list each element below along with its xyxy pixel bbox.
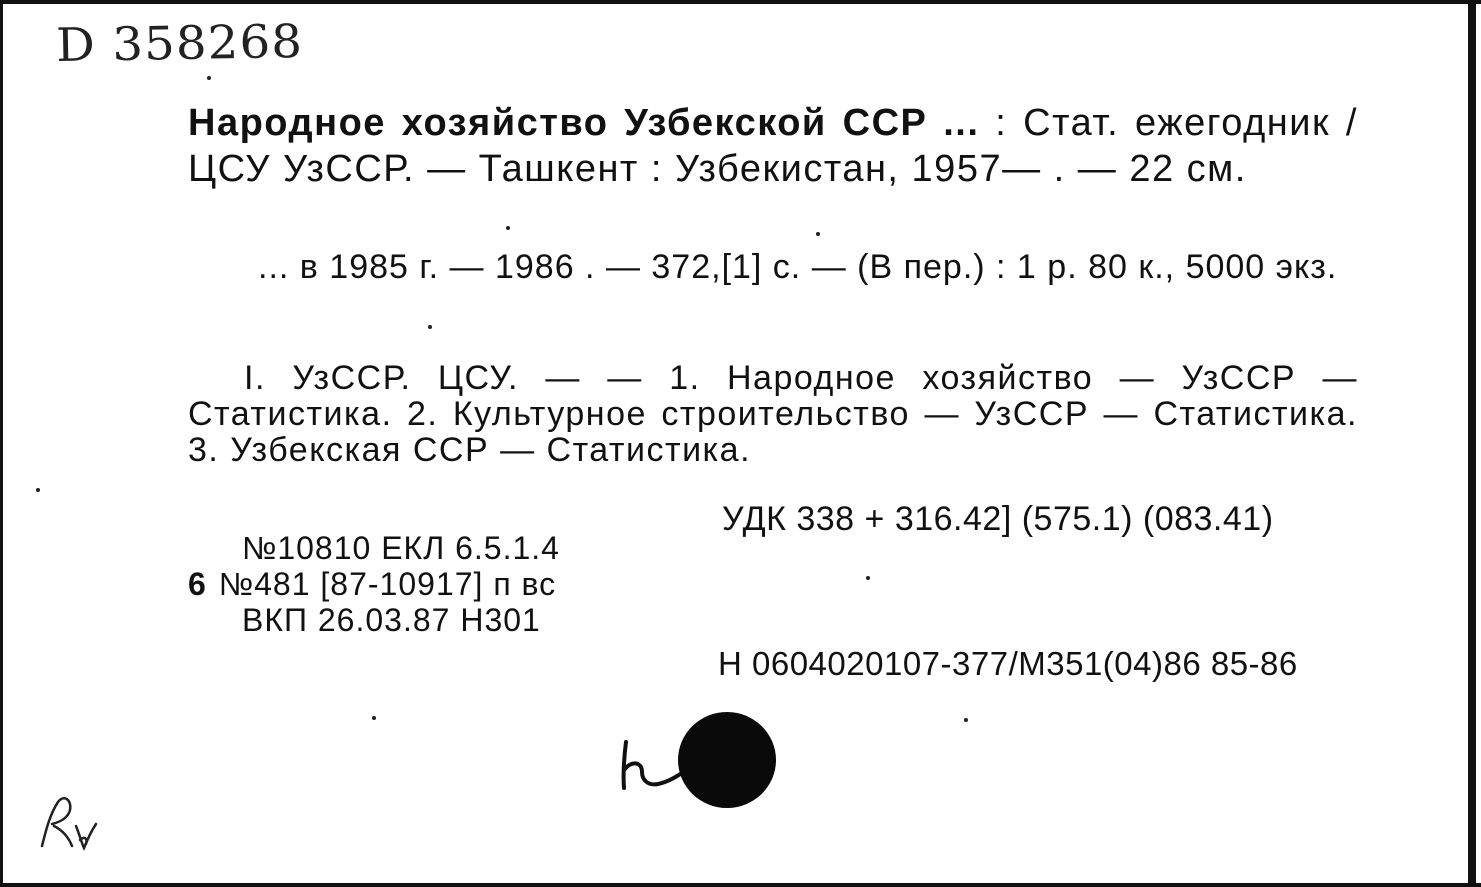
speck-mark	[372, 716, 376, 720]
speck-mark	[506, 226, 510, 230]
udk-classification: УДК 338 + 316.42] (575.1) (083.41)	[722, 500, 1274, 538]
isbn-code: Н 0604020107-377/М351(04)86 85-86	[718, 645, 1298, 682]
speck-mark	[816, 232, 820, 236]
speck-mark	[964, 718, 968, 722]
black-dot-stamp	[678, 712, 776, 808]
subject-headings: I. УзССР. ЦСУ. — — 1. Народное хозяйство — УзССР — Статистика. 2. Культурное строительство — УзССР — Статистика. 3. Узбекская ССР — Статистика.	[188, 359, 1358, 469]
registration-line-2-text: №481 [87-10917] п вс	[218, 566, 557, 602]
registration-block	[188, 530, 560, 638]
title-statement	[188, 100, 1358, 192]
handwritten-call-number: D 358268	[55, 13, 304, 73]
registration-prefix: 6	[188, 566, 207, 602]
title-rest: : Стат. ежегодник / ЦСУ УзССР. — Ташкент : Узбекистан, 1957— . — 22 см.	[188, 102, 1358, 190]
registration-line-1: №10810 ЕКЛ 6.5.1.4	[242, 530, 560, 566]
speck-mark	[207, 76, 211, 80]
card-border-right	[1468, 0, 1476, 887]
speck-mark	[36, 488, 40, 492]
registration-line-3: ВКП 26.03.87 Н301	[242, 602, 541, 638]
registration-line-2	[188, 566, 560, 602]
card-border-left	[0, 0, 3, 887]
card-border-bottom	[0, 883, 1481, 887]
speck-mark	[428, 325, 432, 329]
handwritten-initials-icon	[36, 796, 100, 852]
card-border-top	[0, 0, 1481, 4]
title-main: Народное хозяйство Узбекской ССР ...	[188, 102, 980, 144]
edition-statement: ... в 1985 г. — 1986 . — 372,[1] с. — (В пер.) : 1 р. 80 к., 5000 экз.	[258, 248, 1338, 286]
speck-mark	[866, 576, 870, 580]
